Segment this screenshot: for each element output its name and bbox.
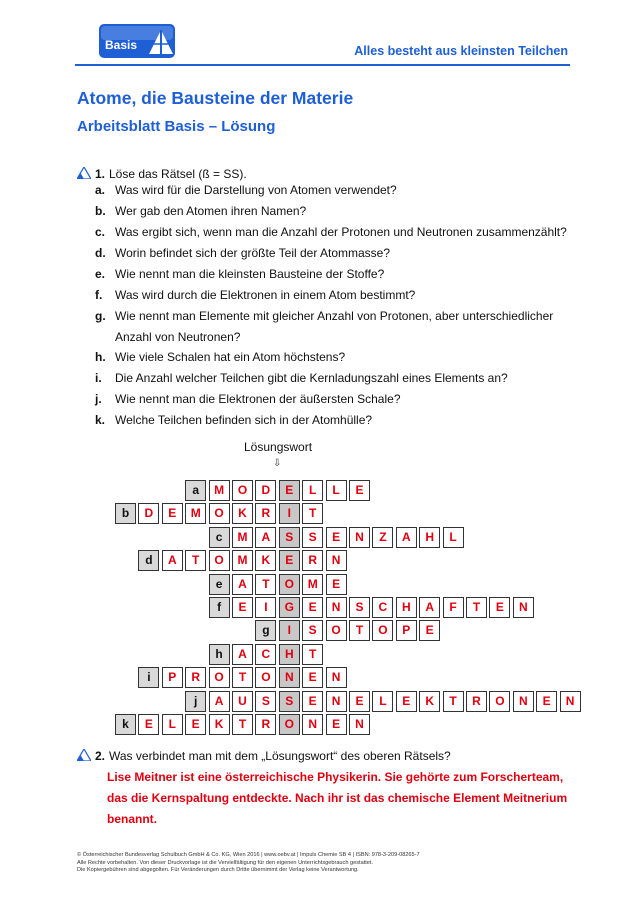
crossword-cell: E [349, 691, 370, 712]
crossword-cell: E [536, 691, 557, 712]
crossword-solution-cell: I [279, 620, 300, 641]
crossword-row-label: b [115, 503, 136, 524]
crossword-cell: M [232, 550, 253, 571]
crossword-cell: E [349, 480, 370, 501]
question-text: Wie viele Schalen hat ein Atom höchstens? [115, 350, 346, 364]
header-divider [75, 64, 570, 66]
crossword-cell: U [232, 691, 253, 712]
crossword-cell: R [302, 550, 323, 571]
crossword-cell: N [326, 691, 347, 712]
crossword-cell: D [255, 480, 276, 501]
crossword-solution-cell: S [279, 527, 300, 548]
question-text: Wer gab den Atomen ihren Namen? [115, 204, 307, 218]
footer-line: Die Kopiergebühren sind abgegolten. Für Veränderungen durch Dritte übernimmt der Verlag keine Verantwortung. [77, 867, 359, 873]
crossword-solution-cell: O [279, 574, 300, 595]
crossword-cell: T [302, 644, 323, 665]
solution-word-label: Lösungswort [244, 440, 313, 454]
crossword-cell: N [326, 550, 347, 571]
crossword-cell: N [560, 691, 581, 712]
crossword-row-label: c [209, 527, 230, 548]
crossword-cell: F [443, 597, 464, 618]
question-text: Welche Teilchen befinden sich in der Atomhülle? [115, 413, 373, 427]
crossword-solution-cell: G [279, 597, 300, 618]
difficulty-triangle-icon [77, 167, 91, 179]
crossword-cell: O [255, 667, 276, 688]
crossword-cell: E [326, 714, 347, 735]
crossword-cell: E [326, 574, 347, 595]
footer-line: Alle Rechte vorbehalten. Von dieser Druckvorlage ist die Vervielfältigung für den eigenen Unterrichtsgebrauch gestattet. [77, 859, 374, 866]
question-text: Die Anzahl welcher Teilchen gibt die Kernladungszahl eines Elements an? [115, 371, 508, 385]
crossword-cell: R [466, 691, 487, 712]
crossword-cell: N [326, 597, 347, 618]
task-2-number: 2. [95, 749, 106, 763]
question-letter: h. [95, 350, 106, 364]
crossword-row-label: k [115, 714, 136, 735]
crossword-cell: E [396, 691, 417, 712]
crossword-cell: E [419, 620, 440, 641]
crossword-cell: O [489, 691, 510, 712]
crossword-cell: M [185, 503, 206, 524]
crossword-cell: I [255, 597, 276, 618]
difficulty-triangle-icon [77, 749, 91, 761]
footer-copyright [77, 852, 420, 875]
crossword-cell: R [255, 714, 276, 735]
crossword-solution-cell: I [279, 503, 300, 524]
crossword-cell: M [209, 480, 230, 501]
crossword-cell: P [396, 620, 417, 641]
crossword-cell: O [209, 503, 230, 524]
crossword-cell: K [255, 550, 276, 571]
crossword-cell: P [162, 667, 183, 688]
crossword-cell: L [302, 480, 323, 501]
answer-line: das die Kernspaltung entdeckte. Nach ihr ist das chemische Element Meitnerium [107, 791, 568, 805]
crossword-cell: D [138, 503, 159, 524]
header-title: Alles besteht aus kleinsten Teilchen [354, 44, 568, 58]
crossword-solution-cell: S [279, 691, 300, 712]
crossword-cell: N [349, 527, 370, 548]
crossword-cell: T [232, 667, 253, 688]
crossword-cell: S [302, 620, 323, 641]
crossword-cell: E [302, 597, 323, 618]
question-letter: i. [95, 371, 102, 385]
crossword-solution-cell: O [279, 714, 300, 735]
question-letter: j. [95, 392, 102, 406]
crossword-cell: R [185, 667, 206, 688]
crossword-cell: R [255, 503, 276, 524]
task-2-text: Was verbindet man mit dem „Lösungswort“ des oberen Rätsels? [109, 749, 451, 763]
crossword-cell: H [419, 527, 440, 548]
crossword-row-label: i [138, 667, 159, 688]
crossword-cell: N [302, 714, 323, 735]
question-letter: g. [95, 309, 106, 323]
crossword-cell: K [232, 503, 253, 524]
question-letter: k. [95, 413, 106, 427]
crossword-cell: K [419, 691, 440, 712]
crossword-row-label: f [209, 597, 230, 618]
crossword-cell: A [419, 597, 440, 618]
crossword-cell: E [232, 597, 253, 618]
crossword-cell: T [255, 574, 276, 595]
question-letter: b. [95, 204, 106, 218]
question-text-continued: Anzahl von Neutronen? [115, 330, 241, 344]
crossword-cell: K [209, 714, 230, 735]
crossword-cell: L [326, 480, 347, 501]
crossword-cell: H [396, 597, 417, 618]
crossword-cell: C [255, 644, 276, 665]
footer-line: © Österreichischer Bundesverlag Schulbuch GmbH & Co. KG, Wien 2016 | www.oebv.at | Impuls Chemie SB 4 | ISBN: 978-3-209-08265-7 [77, 852, 420, 858]
question-letter: c. [95, 225, 106, 239]
question-text: Was wird für die Darstellung von Atomen verwendet? [115, 183, 397, 197]
crossword-cell: M [232, 527, 253, 548]
crossword-cell: E [138, 714, 159, 735]
crossword-cell: T [185, 550, 206, 571]
crossword-row-label: e [209, 574, 230, 595]
crossword-cell: O [326, 620, 347, 641]
answer-line: benannt. [107, 812, 157, 826]
crossword-cell: A [232, 574, 253, 595]
crossword-cell: S [255, 691, 276, 712]
page-subtitle: Arbeitsblatt Basis – Lösung [77, 118, 276, 135]
crossword-cell: E [185, 714, 206, 735]
answer-line: Lise Meitner ist eine österreichische Physikerin. Sie gehörte zum Forscherteam, [107, 770, 564, 784]
crossword-cell: E [326, 527, 347, 548]
question-text: Wie nennt man die kleinsten Bausteine der Stoffe? [115, 267, 385, 281]
crossword-row-label: h [209, 644, 230, 665]
crossword-row-label: d [138, 550, 159, 571]
page-title: Atome, die Bausteine der Materie [77, 88, 354, 108]
crossword-row-label: a [185, 480, 206, 501]
crossword-cell: L [162, 714, 183, 735]
crossword-cell: C [372, 597, 393, 618]
crossword-cell: N [349, 714, 370, 735]
crossword-solution-cell: E [279, 480, 300, 501]
crossword-cell: M [302, 574, 323, 595]
crossword-row-label: j [185, 691, 206, 712]
crossword-cell: T [232, 714, 253, 735]
crossword-cell: L [372, 691, 393, 712]
crossword-cell: N [326, 667, 347, 688]
crossword-cell: A [209, 691, 230, 712]
crossword-cell: T [443, 691, 464, 712]
basis-logo [97, 20, 177, 60]
crossword-cell: T [302, 503, 323, 524]
crossword-solution-cell: N [279, 667, 300, 688]
crossword-cell: S [302, 527, 323, 548]
question-letter: a. [95, 183, 106, 197]
crossword-cell: E [302, 667, 323, 688]
question-letter: d. [95, 246, 106, 260]
svg-text:Basis: Basis [105, 38, 138, 52]
crossword-cell: O [372, 620, 393, 641]
crossword-cell: T [466, 597, 487, 618]
question-text: Was ergibt sich, wenn man die Anzahl der Protonen und Neutronen zusammenzählt? [115, 225, 567, 239]
crossword-cell: E [302, 691, 323, 712]
crossword-cell: N [513, 597, 534, 618]
question-text: Worin befindet sich der größte Teil der Atommasse? [115, 246, 391, 260]
task-1-text: Löse das Rätsel (ß = SS). [109, 167, 247, 181]
crossword-cell: O [209, 667, 230, 688]
crossword-row-label: g [255, 620, 276, 641]
crossword-solution-cell: E [279, 550, 300, 571]
question-text: Wie nennt man Elemente mit gleicher Anzahl von Protonen, aber unterschiedlicher [115, 309, 554, 323]
crossword-solution-cell: H [279, 644, 300, 665]
question-text: Was wird durch die Elektronen in einem Atom bestimmt? [115, 288, 416, 302]
crossword-cell: O [209, 550, 230, 571]
crossword-cell: Z [372, 527, 393, 548]
crossword-cell: A [255, 527, 276, 548]
question-text: Wie nennt man die Elektronen der äußersten Schale? [115, 392, 401, 406]
crossword-cell: E [489, 597, 510, 618]
crossword-cell: N [513, 691, 534, 712]
crossword-cell: E [162, 503, 183, 524]
crossword-cell: L [443, 527, 464, 548]
question-letter: f. [95, 288, 103, 302]
crossword-cell: A [162, 550, 183, 571]
crossword-cell: T [349, 620, 370, 641]
crossword-cell: O [232, 480, 253, 501]
question-letter: e. [95, 267, 106, 281]
crossword-cell: A [396, 527, 417, 548]
crossword-cell: S [349, 597, 370, 618]
crossword-cell: A [232, 644, 253, 665]
task-1-number: 1. [95, 167, 106, 181]
arrow-down-icon: ⇩ [273, 458, 282, 469]
